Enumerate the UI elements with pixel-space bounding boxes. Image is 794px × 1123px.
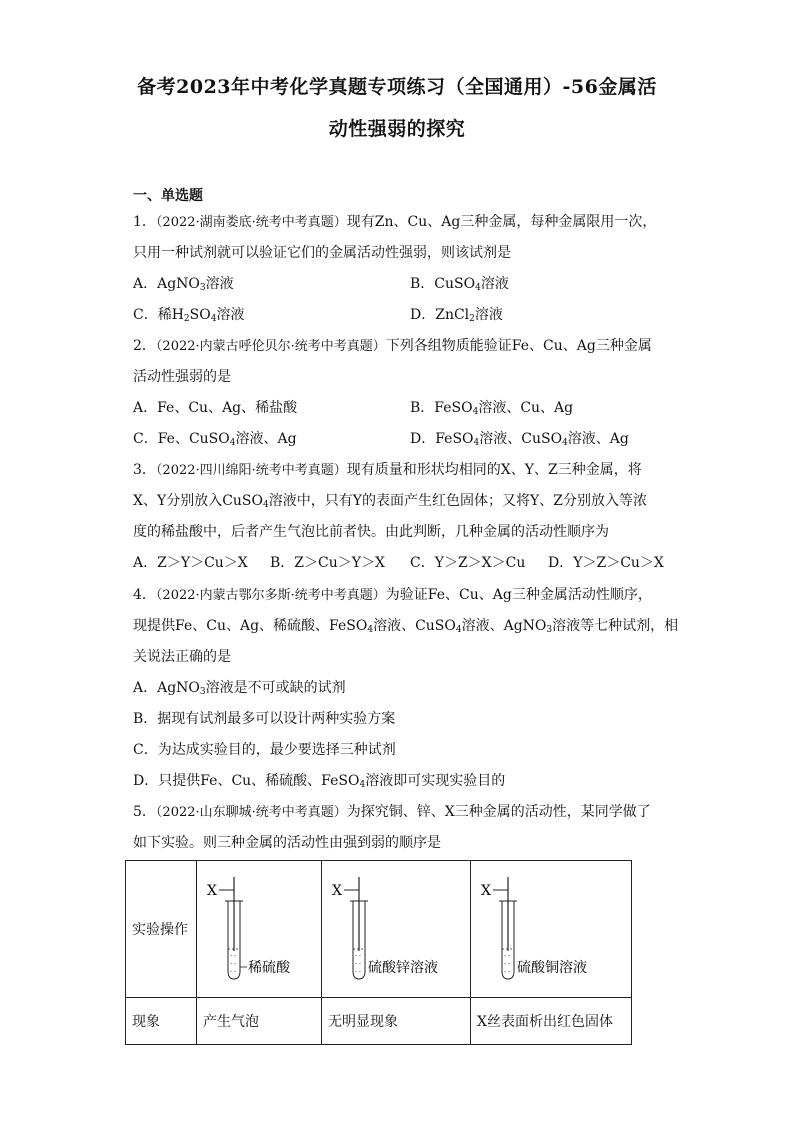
question-3-stem-line2: X、Y分别放入CuSO$_4$溶液中，只有Y的表面产生红色固体；又将Y、Z分别放入等浓 (133, 493, 647, 510)
q4-option-c[interactable]: C．为达成实验目的，最少要选择三种试剂 (133, 742, 396, 758)
question-1-stem-line2: 只用一种试剂就可以验证它们的金属活动性强弱，则该试剂是 (133, 245, 511, 261)
q3-option-a[interactable]: A．Z＞Y＞Cu＞X (133, 555, 248, 571)
liquid-mark: - - (230, 960, 236, 967)
phenomenon-2: 无明显现象 (322, 998, 471, 1045)
liquid-mark: - - (355, 960, 361, 967)
wire-label: X (207, 883, 217, 899)
question-4-stem: 4．（2022·内蒙古鄂尔多斯·统考中考真题）为验证Fe、Cu、Ag三种金属活动性顺序， (133, 587, 652, 603)
liquid-mark: - - (355, 968, 361, 975)
solution-label-2: 硫酸锌溶液 (368, 960, 438, 976)
experiment-table (125, 860, 632, 1045)
question-3-stem-line3: 度的稀盐酸中，后者产生气泡比前者快。由此判断，几种金属的活动性顺序为 (133, 524, 609, 540)
test-tube-diagram-3 (477, 861, 625, 997)
liquid-mark: - - (230, 952, 236, 959)
wire-label: X (481, 883, 491, 899)
solution-label-1: 稀硫酸 (248, 960, 290, 976)
section-heading: 一、单选题 (133, 188, 203, 204)
liquid-mark: - - (504, 968, 510, 975)
question-4-stem-line2: 现提供Fe、Cu、Ag、稀硫酸、FeSO$_4$溶液、CuSO$_4$溶液、AgNO$_3$溶液等七种试剂，相 (133, 618, 679, 635)
q3-option-b[interactable]: B．Z＞Cu＞Y＞X (270, 555, 385, 571)
question-4-stem-line3: 关说法正确的是 (133, 649, 231, 665)
tube-cell-1 (197, 861, 322, 998)
q4-option-a[interactable]: A．AgNO$_3$溶液是不可或缺的试剂 (133, 680, 346, 697)
test-tube-diagram-1 (203, 861, 315, 997)
q1-option-d[interactable]: D．ZnCl$_2$溶液 (410, 307, 503, 324)
liquid-mark: - - (230, 968, 236, 975)
liquid-mark: - - (355, 952, 361, 959)
test-tube-diagram-2 (328, 861, 464, 997)
q3-option-c[interactable]: C．Y＞Z＞X＞Cu (410, 555, 526, 571)
page-title-line2: 动性强弱的探究 (328, 118, 466, 140)
liquid-mark: - - (504, 952, 510, 959)
q4-option-b[interactable]: B．据现有试剂最多可以设计两种实验方案 (133, 711, 396, 727)
q2-option-c[interactable]: C．Fe、CuSO$_4$溶液、Ag (133, 431, 297, 448)
q2-option-d[interactable]: D．FeSO$_4$溶液、CuSO$_4$溶液、Ag (410, 431, 629, 448)
liquid-mark: - - (504, 960, 510, 967)
tube-cell-2 (322, 861, 471, 998)
q1-option-c[interactable]: C．稀$H_2SO_4$溶液 (133, 307, 245, 324)
row-label-phenomenon: 现象 (126, 998, 197, 1045)
page-title-line1: 备考2023年中考化学真题专项练习（全国通用）-56金属活 (137, 76, 657, 98)
q1-option-a[interactable]: A．AgNO$_3$溶液 (133, 276, 234, 293)
question-3-stem: 3．（2022·四川绵阳·统考中考真题）现有质量和形状均相同的X、Y、Z三种金属，将 (133, 462, 642, 478)
question-2-stem-line2: 活动性强弱的是 (133, 369, 231, 385)
tube-cell-3 (471, 861, 632, 998)
question-1-stem: 1．（2022·湖南娄底·统考中考真题）现有Zn、Cu、Ag三种金属，每种金属限用一次， (133, 214, 657, 230)
q1-option-b[interactable]: B．CuSO$_4$溶液 (410, 276, 509, 293)
question-5-stem: 5．（2022·山东聊城·统考中考真题）为探究铜、锌、X三种金属的活动性，某同学做了 (133, 804, 651, 820)
row-label-operation: 实验操作 (126, 861, 197, 998)
phenomenon-1: 产生气泡 (197, 998, 322, 1045)
phenomenon-3: X丝表面析出红色固体 (471, 998, 632, 1045)
wire-label: X (332, 883, 342, 899)
q3-option-d[interactable]: D．Y＞Z＞Cu＞X (548, 555, 664, 571)
q2-option-a[interactable]: A．Fe、Cu、Ag、稀盐酸 (133, 400, 298, 416)
q4-option-d[interactable]: D．只提供Fe、Cu、稀硫酸、FeSO$_4$溶液即可实现实验目的 (133, 773, 506, 790)
q2-option-b[interactable]: B．FeSO$_4$溶液、Cu、Ag (410, 400, 574, 417)
question-5-stem-line2: 如下实验。则三种金属的活动性由强到弱的顺序是 (133, 835, 441, 851)
solution-label-3: 硫酸铜溶液 (517, 960, 587, 976)
question-2-stem: 2．（2022·内蒙古呼伦贝尔·统考中考真题）下列各组物质能验证Fe、Cu、Ag三种金属 (133, 338, 652, 354)
